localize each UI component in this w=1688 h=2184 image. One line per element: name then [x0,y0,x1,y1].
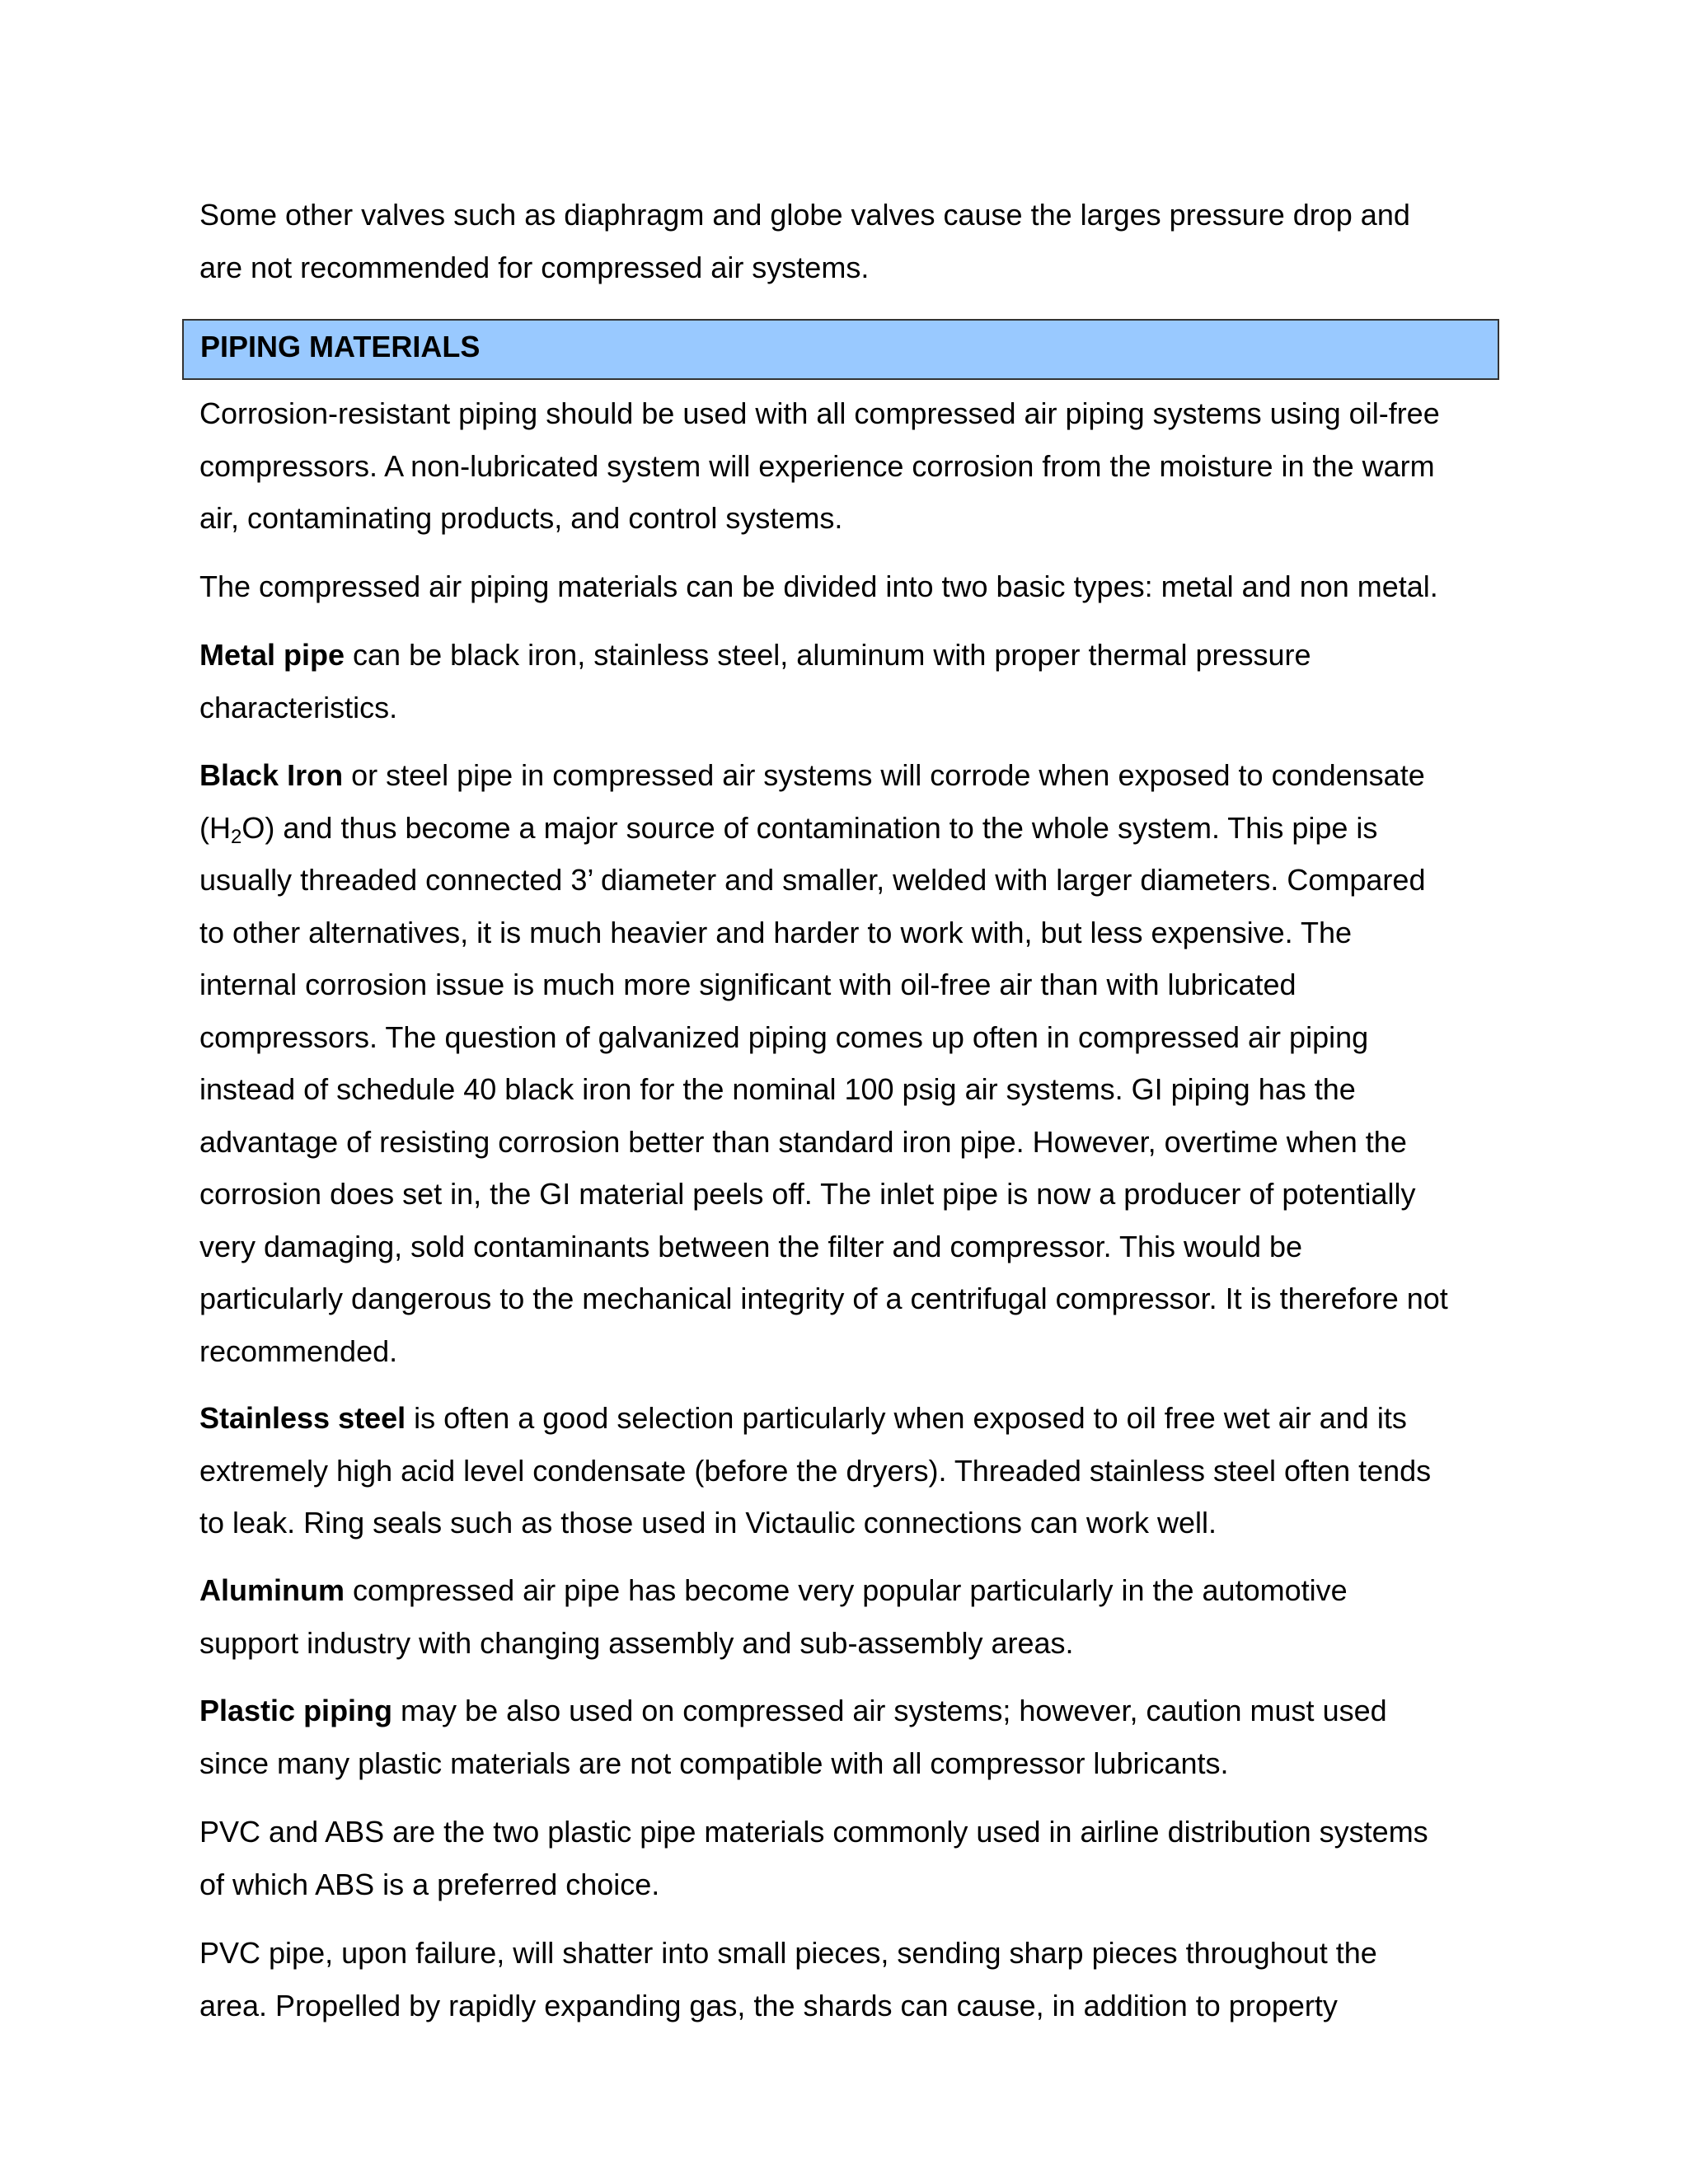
text-line: since many plastic materials are not compatible with all compressor lubricants. [199,1746,1229,1780]
aluminum-paragraph [199,1564,1485,1669]
text-line: internal corrosion issue is much more significant with oil-free air than with lubricated [199,968,1296,1001]
pipe-types-paragraph [199,560,1485,613]
text-line: corrosion does set in, the GI material peels off. The inlet pipe is now a producer of potentially [199,1177,1416,1211]
text-run: (H [199,810,231,845]
text-line: to leak. Ring seals such as those used in Victaulic connections can work well. [199,1506,1217,1540]
text-line: usually threaded connected 3’ diameter and smaller, welded with larger diameters. Compared [199,863,1426,897]
pvc-failure-paragraph [199,1927,1485,2032]
text-line: Corrosion-resistant piping should be used with all compressed air piping systems using oil-free [199,396,1440,430]
text-line: instead of schedule 40 black iron for the nominal 100 psig air systems. GI piping has the [199,1072,1356,1106]
pvc-abs-paragraph [199,1806,1485,1910]
corrosion-paragraph [199,387,1485,545]
text-line: Some other valves such as diaphragm and globe valves cause the larges pressure drop and [199,198,1410,232]
black-iron-paragraph [199,749,1485,1377]
text-line: PVC pipe, upon failure, will shatter into small pieces, sending sharp pieces throughout the [199,1936,1377,1970]
term-aluminum: Aluminum [199,1573,345,1607]
text-line: air, contaminating products, and control systems. [199,501,843,535]
section-heading: PIPING MATERIALS [200,330,481,363]
text-run: may be also used on compressed air systems; however, caution must used [392,1694,1387,1727]
text-line [199,1392,1485,1445]
text-line [199,1564,1485,1617]
text-line: compressors. A non-lubricated system will experience corrosion from the moisture in the warm [199,448,1435,483]
text-line [199,1685,1485,1737]
text-line: to other alternatives, it is much heavier and harder to work with, but less expensive. The [199,915,1353,949]
text-line [199,629,1485,682]
text-line: characteristics. [199,690,398,724]
intro-paragraph [199,189,1485,293]
plastic-piping-paragraph [199,1685,1485,1789]
text-line: compressors. The question of galvanized piping comes up often in compressed air piping [199,1019,1369,1054]
text-line: very damaging, sold contaminants between the filter and compressor. This would be [199,1229,1303,1263]
term-black-iron: Black Iron [199,758,344,792]
text-line: advantage of resisting corrosion better than standard iron pipe. However, overtime when the [199,1124,1407,1159]
text-line: support industry with changing assembly and sub-assembly areas. [199,1625,1074,1660]
text-run: can be black iron, stainless steel, aluminum with proper thermal pressure [345,638,1311,672]
text-line: PVC and ABS are the two plastic pipe materials commonly used in airline distribution systems [199,1815,1428,1849]
text-run: or steel pipe in compressed air systems will corrode when exposed to condensate [343,758,1425,792]
section-heading-box [182,319,1499,380]
subscript: 2 [231,825,242,848]
text-line: area. Propelled by rapidly expanding gas, the shards can cause, in addition to property [199,1988,1338,2022]
term-stainless-steel: Stainless steel [199,1401,406,1435]
text-run: is often a good selection particularly when exposed to oil free wet air and its [406,1401,1407,1435]
term-metal-pipe: Metal pipe [199,638,345,672]
text-run: compressed air pipe has become very popular particularly in the automotive [345,1573,1348,1607]
metal-pipe-paragraph [199,629,1485,733]
text-line: recommended. [199,1333,398,1368]
stainless-steel-paragraph [199,1392,1485,1549]
text-line: particularly dangerous to the mechanical integrity of a centrifugal compressor. It is therefore not [199,1282,1448,1315]
text-line: extremely high acid level condensate (before the dryers). Threaded stainless steel often tends [199,1453,1432,1488]
text-line: The compressed air piping materials can be divided into two basic types: metal and non metal. [199,569,1438,603]
text-run: O) and thus become a major source of contamination to the whole system. This pipe is [241,810,1378,845]
text-line [199,749,1485,802]
text-line: are not recommended for compressed air systems. [199,250,870,284]
term-plastic-piping: Plastic piping [199,1694,393,1727]
text-line: of which ABS is a preferred choice. [199,1867,660,1901]
text-line [199,802,1485,855]
